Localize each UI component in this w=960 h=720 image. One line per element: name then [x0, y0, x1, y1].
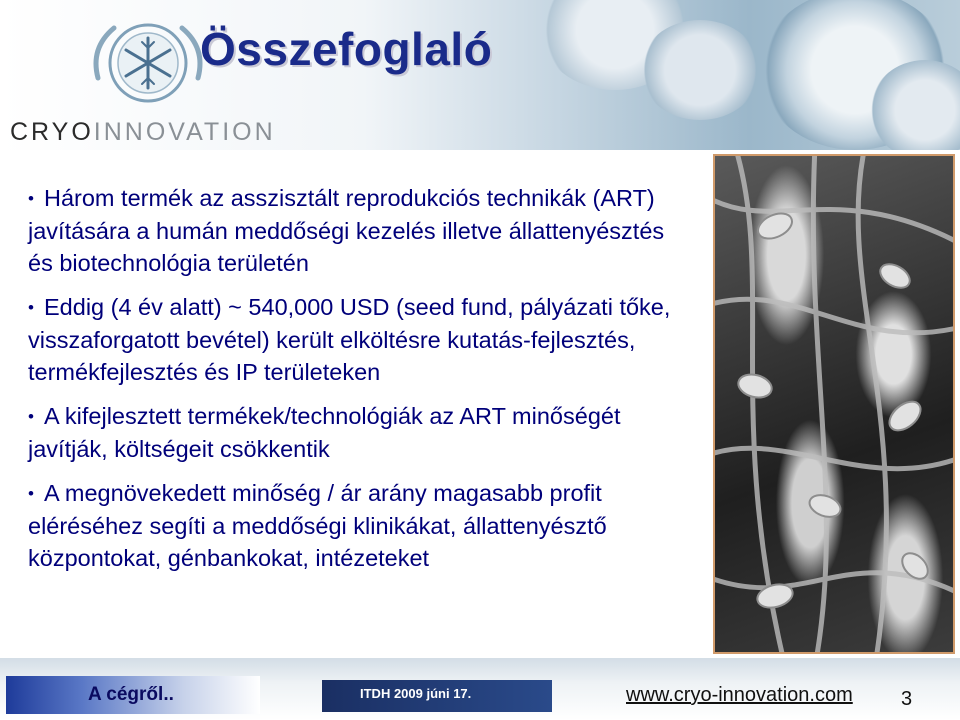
micrograph-texture: [715, 156, 953, 652]
bullet-item: [28, 182, 688, 279]
about-company-link[interactable]: A cégről..: [88, 684, 174, 705]
bullet-item: [28, 477, 688, 574]
bullet-text: A kifejlesztett termékek/technológiák az ART minőségét javítják, költségeit csökkentik: [28, 403, 621, 462]
page-number: 3: [901, 688, 913, 710]
footer-date-label: ITDH 2009 júni 17.: [360, 686, 472, 701]
bullet-item: [28, 400, 688, 465]
brand-part-innovation: INNOVATION: [93, 118, 276, 146]
brand-part-cryo: CRYO: [10, 118, 94, 146]
cryo-innovation-logo: [84, 8, 212, 118]
website-link[interactable]: www.cryo-innovation.com: [626, 684, 853, 706]
bullet-item: [28, 291, 688, 388]
bullet-text: Három termék az asszisztált reprodukciós technikák (ART) javítására a humán meddőségi kezelés illetve állattenyésztés és biotechnológia területén: [28, 185, 665, 276]
bullet-text: Eddig (4 év alatt) ~ 540,000 USD (seed fund, pályázati tőke, visszaforgatott bevétel) került elköltésre kutatás-fejlesztés, termékfejlesztés és IP területeken: [28, 294, 671, 385]
bullet-dot: •: [28, 189, 34, 208]
micrograph-image: [713, 154, 955, 654]
bullet-text: A megnövekedett minőség / ár arány magasabb profit eléréséhez segíti a meddőségi klinikákat, állattenyésztő központokat, génbankokat, intézeteket: [28, 480, 607, 571]
brand-wordmark: [10, 118, 276, 147]
bullet-list: [28, 182, 688, 586]
bullet-dot: •: [28, 298, 34, 317]
bullet-dot: •: [28, 484, 34, 503]
slide-title: Összefoglaló: [200, 23, 493, 75]
bullet-dot: •: [28, 407, 34, 426]
